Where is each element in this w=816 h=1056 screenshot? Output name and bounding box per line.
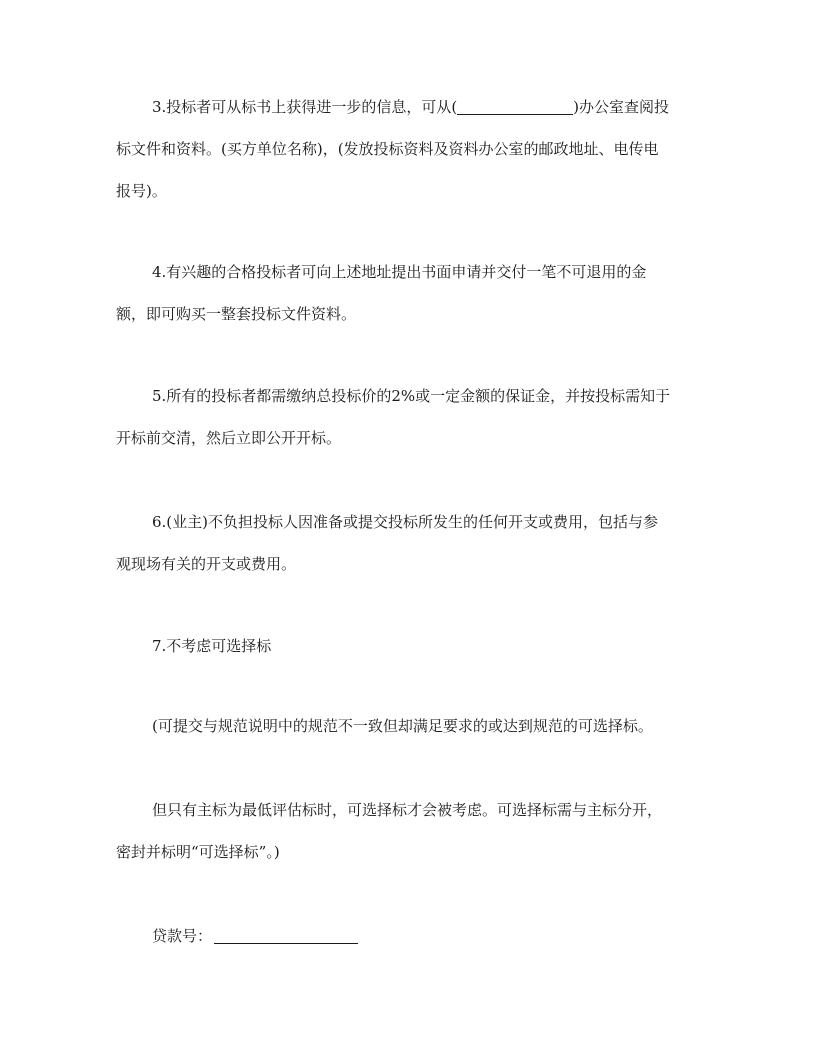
paragraph-5-line-2: 开标前交清，然后立即公开开标。 (116, 429, 342, 447)
paragraph-3-line-3: 报号)。 (116, 182, 167, 200)
paragraph-3-text-after-blank: )办公室查阅投 (573, 98, 670, 116)
paragraph-4-line-2: 额，即可购买一整套投标文件资料。 (116, 305, 357, 323)
paragraph-3-text-before-blank: 3.投标者可从标书上获得进一步的信息，可从( (152, 98, 458, 116)
paragraph-6 (116, 501, 700, 585)
paragraph-9-line-1: 但只有主标为最低评估标时，可选择标才会被考虑。可选择标需与主标分开， (152, 801, 663, 819)
paragraph-4 (116, 251, 700, 335)
paragraph-3 (116, 86, 700, 212)
loan-number-blank (214, 927, 358, 944)
loan-number-line (116, 915, 700, 957)
loan-number-row (116, 915, 700, 957)
paragraph-7-line-1: 7.不考虑可选择标 (152, 637, 272, 655)
paragraph-8-line-1: (可提交与规范说明中的规范不一致但却满足要求的或达到规范的可选择标。 (152, 717, 653, 735)
paragraph-3-line-2: 标文件和资料。(买方单位名称)，(发放投标资料及资料办公室的邮政地址、电传电 (116, 140, 659, 158)
paragraph-6-line-1: 6.(业主)不负担投标人因准备或提交投标所发生的任何开支或费用，包括与参 (152, 513, 659, 531)
paragraph-5-line-1: 5.所有的投标者都需缴纳总投标价的2%或一定金额的保证金，并按投标需知于 (152, 387, 671, 405)
paragraph-9 (116, 789, 700, 873)
paragraph-6-line-2: 观现场有关的开支或费用。 (116, 555, 297, 573)
paragraph-9-line-2: 密封并标明“可选择标”。) (116, 843, 280, 861)
loan-number-label: 贷款号： (152, 927, 213, 945)
paragraph-7 (116, 625, 700, 667)
paragraph-4-line-1: 4.有兴趣的合格投标者可向上述地址提出书面申请并交付一笔不可退用的金 (152, 263, 647, 281)
paragraph-8 (116, 705, 700, 747)
paragraph-5 (116, 375, 700, 459)
office-name-blank (457, 98, 573, 115)
paragraph-3-line-1 (116, 86, 700, 128)
